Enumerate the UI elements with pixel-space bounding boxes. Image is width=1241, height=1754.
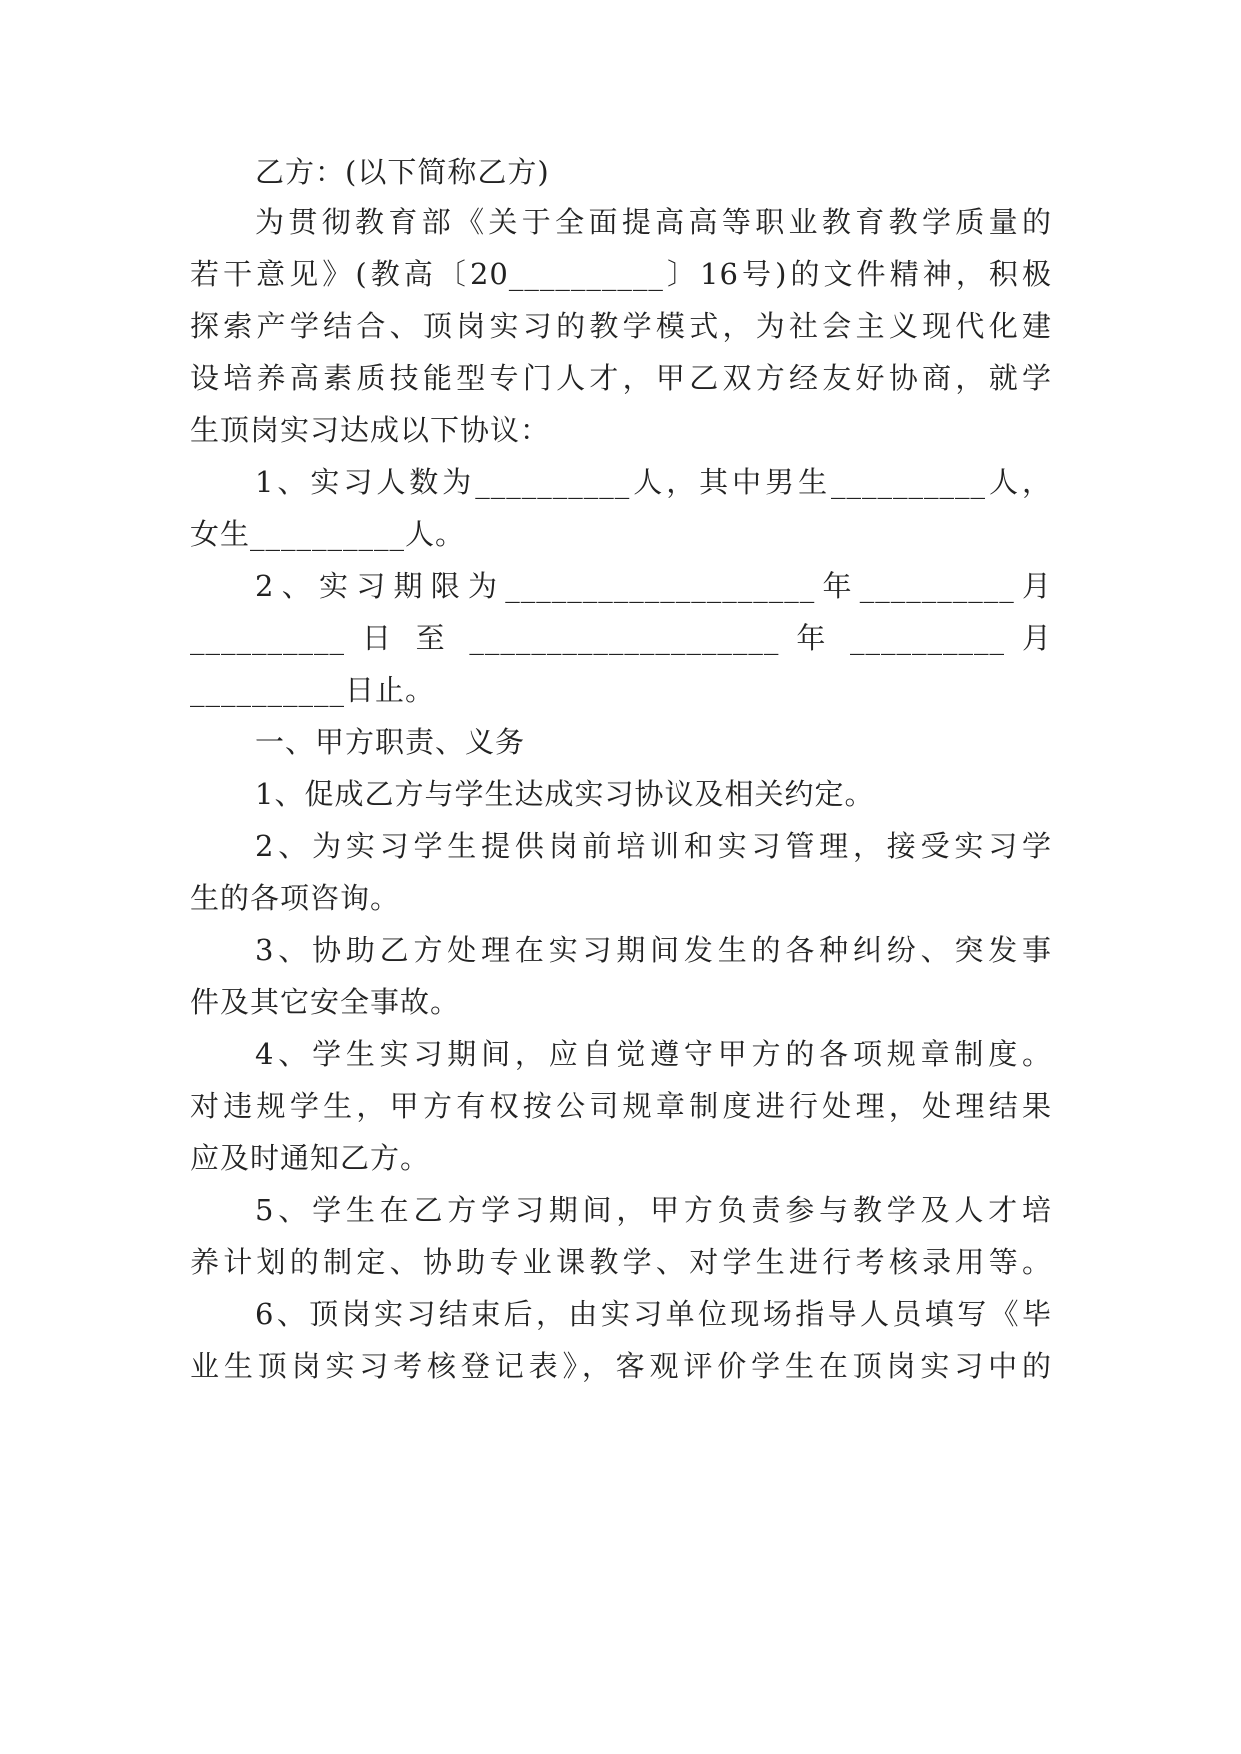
intern-count-line-2: 女生__________人。: [190, 517, 466, 551]
duty-item-5-line-2: 养计划的制定、协助专业课教学、对学生进行考核录用等。: [190, 1245, 1052, 1279]
duty-item-4-line-1: 4、学生实习期间，应自觉遵守甲方的各项规章制度。: [255, 1037, 1052, 1071]
duty-item-5-line-1: 5、学生在乙方学习期间，甲方负责参与教学及人才培: [255, 1193, 1052, 1227]
duty-item-2-line-1: 2、为实习学生提供岗前培训和实习管理，接受实习学: [255, 829, 1052, 863]
intern-period-line-2: __________ 日 至 ____________________ 年 __________ 月: [190, 621, 1052, 655]
intro-paragraph-line-5: 生顶岗实习达成以下协议：: [190, 413, 551, 447]
duty-item-3-line-1: 3、协助乙方处理在实习期间发生的各种纠纷、突发事: [255, 933, 1052, 967]
intern-count-line-1: 1、实习人数为__________人，其中男生__________人，: [255, 465, 1052, 499]
intro-paragraph-line-3: 探索产学结合、顶岗实习的教学模式，为社会主义现代化建: [190, 309, 1052, 343]
duty-item-6-line-2: 业生顶岗实习考核登记表》，客观评价学生在顶岗实习中的: [190, 1349, 1052, 1383]
duty-item-1: 1、促成乙方与学生达成实习协议及相关约定。: [255, 777, 875, 811]
intro-paragraph-line-4: 设培养高素质技能型专门人才，甲乙双方经友好协商，就学: [190, 361, 1052, 395]
duty-item-2-line-2: 生的各项咨询。: [190, 881, 401, 915]
duty-item-4-line-2: 对违规学生，甲方有权按公司规章制度进行处理，处理结果: [190, 1089, 1052, 1123]
intro-paragraph-line-2: 若干意见》(教高〔20__________〕16号)的文件精神，积极: [190, 257, 1052, 291]
duty-item-3-line-2: 件及其它安全事故。: [190, 985, 461, 1019]
section-heading-party-a: 一、甲方职责、义务: [255, 725, 526, 759]
intern-period-line-1: 2、实习期限为____________________年__________月: [255, 569, 1052, 603]
intern-period-line-3: __________日止。: [190, 673, 436, 707]
party-b-line: 乙方：(以下简称乙方): [255, 155, 550, 189]
duty-item-6-line-1: 6、顶岗实习结束后，由实习单位现场指导人员填写《毕: [255, 1297, 1052, 1331]
intro-paragraph-line-1: 为贯彻教育部《关于全面提高高等职业教育教学质量的: [255, 205, 1052, 239]
duty-item-4-line-3: 应及时通知乙方。: [190, 1141, 431, 1175]
